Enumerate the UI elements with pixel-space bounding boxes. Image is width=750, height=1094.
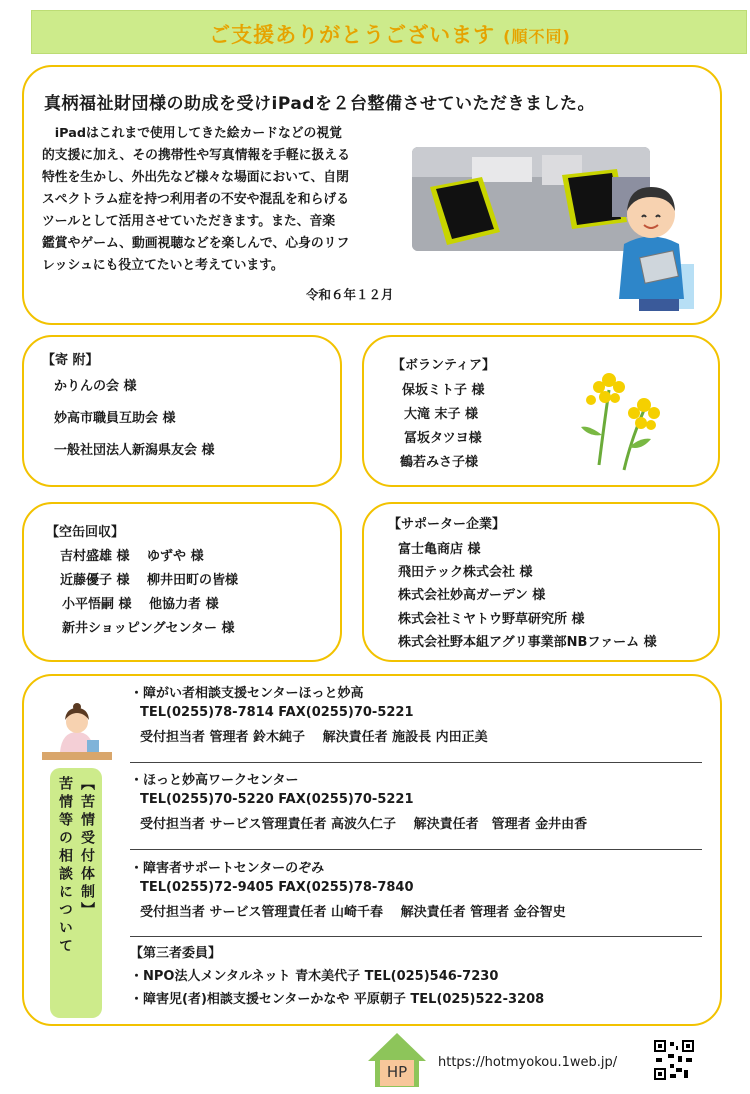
complaint-consultation-panel bbox=[22, 674, 722, 1026]
volunteer-item: 保坂ミト子 様 bbox=[402, 383, 485, 398]
ipad-heading: 真柄福祉財団様の助成を受けiPadを２台整備させていただきました。 bbox=[44, 94, 595, 114]
ipad-body-line: レッシュにも役立てたいと考えています。 bbox=[42, 258, 284, 273]
ipad-body-line: iPadはこれまで使用してきた絵カードなどの視覚 bbox=[42, 126, 342, 141]
donor-item: 一般社団法人新潟県友会 様 bbox=[54, 443, 215, 458]
donation-title: 【寄 附】 bbox=[42, 353, 99, 368]
sponsor-item: 富士亀商店 様 bbox=[398, 542, 481, 557]
sponsor-item: 株式会社ミヤトウ野草研究所 様 bbox=[398, 612, 585, 627]
center-staff: 受付担当者 サービス管理責任者 山崎千春 解決責任者 管理者 金谷智史 bbox=[140, 905, 566, 920]
can-collection-panel bbox=[22, 502, 342, 662]
sponsor-item: 飛田テック株式会社 様 bbox=[398, 565, 533, 580]
sponsor-item: 株式会社野本組アグリ事業部NBファーム 様 bbox=[398, 635, 657, 650]
homepage-url-link[interactable]: https://hotmyokou.1web.jp/ bbox=[438, 1055, 618, 1070]
banner-note: (順不同) bbox=[503, 27, 571, 46]
third-party-title: 【第三者委員】 bbox=[130, 946, 222, 961]
ipad-body-line: ツールとして活用させていただきます。また、音楽 bbox=[42, 214, 336, 229]
header-banner bbox=[31, 10, 747, 54]
cans-item: 近藤優子 様 柳井田町の皆様 bbox=[60, 573, 239, 588]
operator-illustration bbox=[42, 702, 112, 762]
volunteer-item: 鶴若みさ子様 bbox=[400, 455, 479, 470]
ipad-body-line: 的支援に加え、その携帯性や写真情報を手軽に扱える bbox=[42, 148, 350, 163]
center-name: ・障がい者相談支援センターほっと妙高 bbox=[130, 686, 364, 701]
volunteer-item: 大滝 末子 様 bbox=[404, 407, 479, 422]
volunteer-item: 冨坂タツヨ様 bbox=[404, 431, 482, 446]
cans-title: 【空缶回収】 bbox=[46, 525, 125, 540]
complaint-consult-label: 苦情等の相談について bbox=[57, 776, 73, 956]
sponsor-panel bbox=[362, 502, 720, 662]
volunteer-title: 【ボランティア】 bbox=[392, 358, 495, 373]
cans-item: 小平悟嗣 様 他協力者 様 bbox=[62, 597, 219, 612]
donation-panel bbox=[22, 335, 342, 487]
center-staff: 受付担当者 管理者 鈴木純子 解決責任者 施設長 内田正美 bbox=[140, 730, 488, 745]
complaint-vertical-label bbox=[50, 768, 102, 1018]
rapeseed-flower-illustration bbox=[569, 365, 669, 475]
center-tel: TEL(0255)72-9405 FAX(0255)78-7840 bbox=[140, 880, 414, 895]
ipad-body-line: 鑑賞やゲーム、動画視聴などを楽しんで、心身のリフ bbox=[42, 236, 350, 251]
center-name: ・ほっと妙高ワークセンター bbox=[130, 773, 299, 788]
third-party-member: ・障害児(者)相談支援センターかなや 平原朝子 TEL(025)522-3208 bbox=[130, 992, 545, 1007]
ipad-date: 令和６年１２月 bbox=[306, 287, 394, 302]
center-name: ・障害者サポートセンターのぞみ bbox=[130, 861, 325, 876]
page-title bbox=[32, 19, 748, 49]
qr-code-icon bbox=[654, 1040, 694, 1080]
divider bbox=[130, 849, 702, 850]
homepage-house-icon[interactable] bbox=[366, 1031, 428, 1087]
divider bbox=[130, 936, 702, 937]
sponsor-title: 【サポーター企業】 bbox=[388, 517, 506, 532]
donor-item: 妙高市職員互助会 様 bbox=[54, 411, 176, 426]
cans-item: 新井ショッピングセンター 様 bbox=[62, 621, 235, 636]
ipad-grant-panel bbox=[22, 65, 722, 325]
divider bbox=[130, 762, 702, 763]
ipad-body bbox=[42, 123, 402, 277]
center-tel: TEL(0255)70-5220 FAX(0255)70-5221 bbox=[140, 792, 414, 807]
third-party-member: ・NPO法人メンタルネット 青木美代子 TEL(025)546-7230 bbox=[130, 969, 499, 984]
banner-title-text: ご支援ありがとうございます bbox=[209, 23, 496, 47]
hp-label: HP bbox=[386, 1063, 408, 1081]
ipad-body-line: スペクトラム症を持つ利用者の不安や混乱を和らげる bbox=[42, 192, 349, 207]
center-tel: TEL(0255)78-7814 FAX(0255)70-5221 bbox=[140, 705, 414, 720]
volunteer-panel bbox=[362, 335, 720, 487]
cans-item: 吉村盛雄 様 ゆずや 様 bbox=[60, 549, 204, 564]
ipad-body-line: 特性を生かし、外出先など様々な場面において、自閉 bbox=[42, 170, 349, 185]
sponsor-item: 株式会社妙高ガーデン 様 bbox=[398, 588, 546, 603]
donor-item: かりんの会 様 bbox=[54, 379, 137, 394]
man-with-tablet-illustration bbox=[594, 169, 709, 319]
complaint-system-label: 【苦情受付体制】 bbox=[79, 776, 95, 920]
center-staff: 受付担当者 サービス管理責任者 高波久仁子 解決責任者 管理者 金井由香 bbox=[140, 817, 588, 832]
